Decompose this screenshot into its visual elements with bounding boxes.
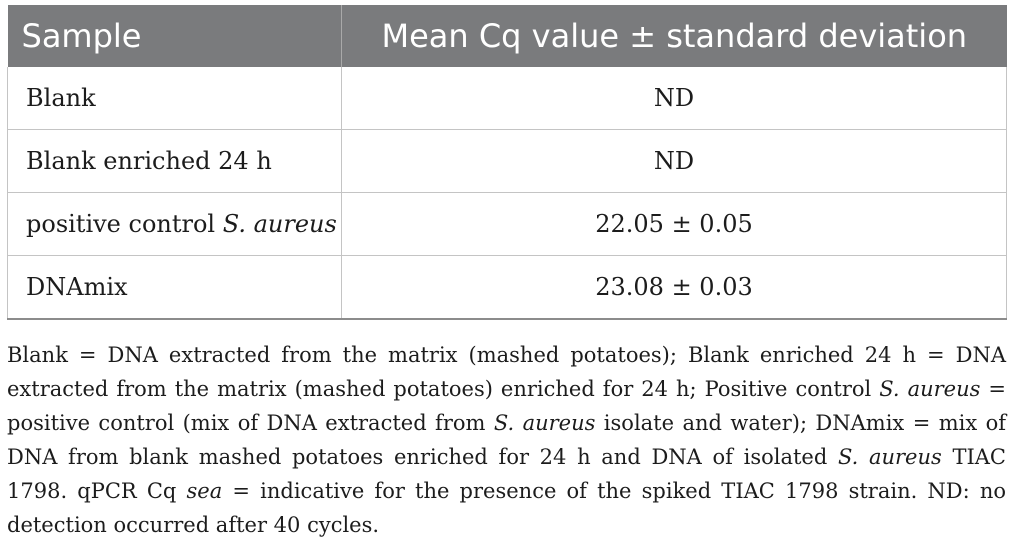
table-container bbox=[7, 5, 1006, 320]
header-mean-cq: Mean Cq value ± standard deviation bbox=[342, 5, 1007, 67]
footnote-text: TIAC 1798. qPCR Cq bbox=[7, 445, 1006, 503]
table-row bbox=[8, 130, 1007, 193]
value-cell: 23.08 ± 0.03 bbox=[342, 256, 1007, 320]
table-row bbox=[8, 193, 1007, 256]
sample-cell bbox=[8, 67, 342, 130]
cq-results-table bbox=[7, 5, 1007, 320]
footnote-italic: sea bbox=[186, 479, 223, 503]
sample-text: positive control bbox=[26, 210, 223, 238]
value-cell: ND bbox=[342, 130, 1007, 193]
sample-text: Blank bbox=[26, 84, 96, 112]
footnote-text: Blank = DNA extracted from the matrix (mashed potatoes); Blank enriched 24 h = DNA extracted from the matrix (mashed potatoes) enriched for 24 h; Positive control bbox=[7, 343, 1006, 401]
header-sample: Sample bbox=[8, 5, 342, 67]
table-row bbox=[8, 67, 1007, 130]
sample-text: DNAmix bbox=[26, 273, 128, 301]
value-cell: 22.05 ± 0.05 bbox=[342, 193, 1007, 256]
table-row bbox=[8, 256, 1007, 320]
footnote-italic: S. aureus bbox=[493, 411, 596, 435]
sample-text: Blank enriched 24 h bbox=[26, 147, 272, 175]
table-footnote bbox=[7, 338, 1006, 542]
sample-cell bbox=[8, 256, 342, 320]
sample-text-italic: S. aureus bbox=[222, 210, 337, 238]
footnote-text: = indicative for the presence of the spiked TIAC 1798 strain. ND: no detection occurred after 40 cycles. bbox=[7, 479, 1007, 537]
footnote-text: isolate and water); DNAmix = mix of DNA from blank mashed potatoes enriched for 24 h and DNA of isolated bbox=[7, 411, 1006, 469]
footnote-text: = positive control (mix of DNA extracted from bbox=[7, 377, 1006, 435]
sample-cell bbox=[8, 130, 342, 193]
footnote-italic: S. aureus bbox=[879, 377, 981, 401]
footnote-italic: S. aureus bbox=[837, 445, 942, 469]
table-header-row bbox=[8, 5, 1007, 67]
sample-cell bbox=[8, 193, 342, 256]
value-cell: ND bbox=[342, 67, 1007, 130]
